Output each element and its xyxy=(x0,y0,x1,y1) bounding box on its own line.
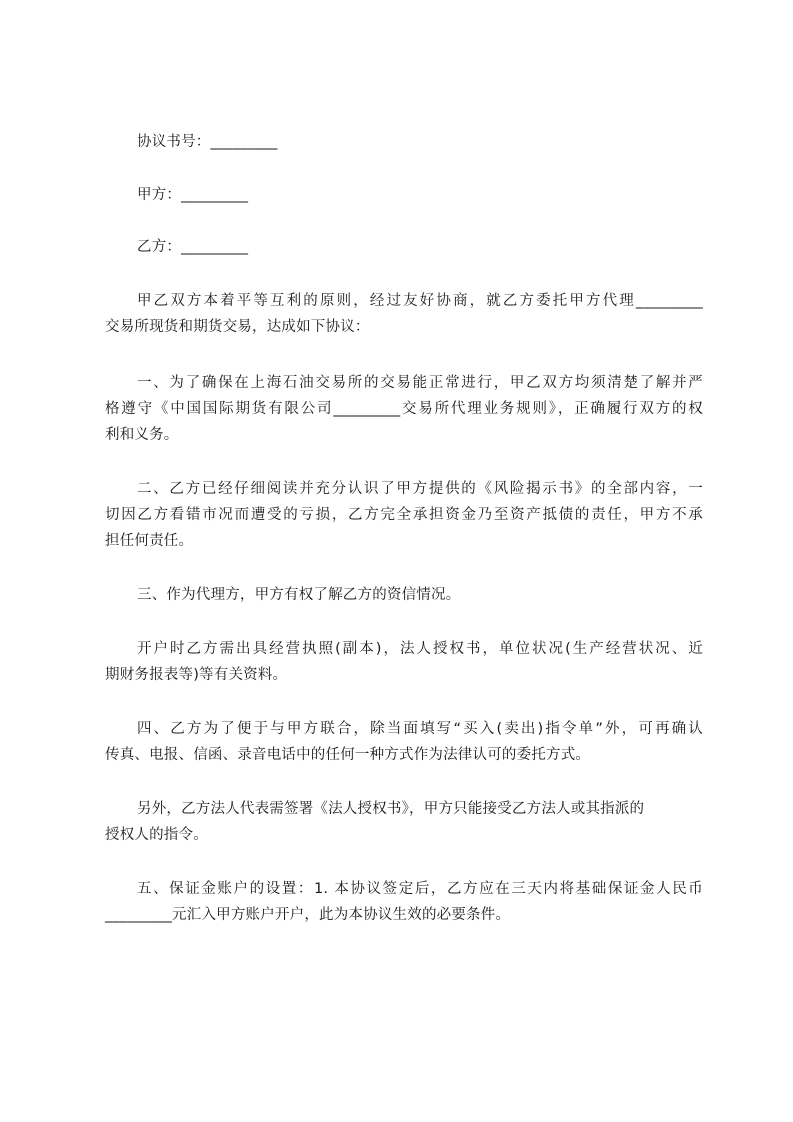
clause-3-line-1: 三、作为代理方，甲方有权了解乙方的资信情况。 xyxy=(137,587,461,603)
clause-4-line-1: 四、乙方为了便于与甲方联合，除当面填写“买入(卖出)指令单”外，可再确认 xyxy=(137,721,703,737)
clause-2-line-1: 二、乙方已经仔细阅读并充分认识了甲方提供的《风险揭示书》的全部内容，一 xyxy=(137,481,703,497)
party-a: 甲方：_________ xyxy=(137,187,249,203)
agreement-number: 协议书号：_________ xyxy=(137,134,278,150)
clause-4-detail-line-1: 另外，乙方法人代表需签署《法人授权书》，甲方只能接受乙方法人或其指派的 xyxy=(137,801,645,817)
clause-2-line-3: 担任何责任。 xyxy=(105,533,194,549)
clause-1-line-2: 格遵守《中国国际期货有限公司_________交易所代理业务规则》，正确履行双方的权 xyxy=(105,401,703,417)
clause-3-detail-line-1: 开户时乙方需出具经营执照(副本)，法人授权书，单位状况(生产经营状况、近 xyxy=(137,641,703,657)
clause-5-line-2: _________元汇入甲方账户开户，此为本协议生效的必要条件。 xyxy=(105,907,511,923)
clause-1-line-3: 利和义务。 xyxy=(105,427,179,443)
party-b: 乙方：_________ xyxy=(137,239,249,255)
clause-3-detail-line-2: 期财务报表等)等有关资料。 xyxy=(105,667,288,683)
clause-5-line-1: 五、保证金账户的设置：1. 本协议签定后，乙方应在三天内将基础保证金人民币 xyxy=(137,881,703,897)
clause-4-line-2: 传真、电报、信函、录音电话中的任何一种方式作为法律认可的委托方式。 xyxy=(105,747,591,763)
clause-4-detail-line-2: 授权人的指令。 xyxy=(105,827,208,843)
preamble-line-1: 甲乙双方本着平等互利的原则，经过友好协商，就乙方委托甲方代理_________ xyxy=(137,293,703,309)
clause-1-line-1: 一、为了确保在上海石油交易所的交易能正常进行，甲乙双方均须清楚了解并严 xyxy=(137,375,703,391)
clause-2-line-2: 切因乙方看错市况而遭受的亏损，乙方完全承担资金乃至资产抵债的责任，甲方不承 xyxy=(105,507,703,523)
preamble-line-2: 交易所现货和期货交易，达成如下协议： xyxy=(105,319,370,335)
